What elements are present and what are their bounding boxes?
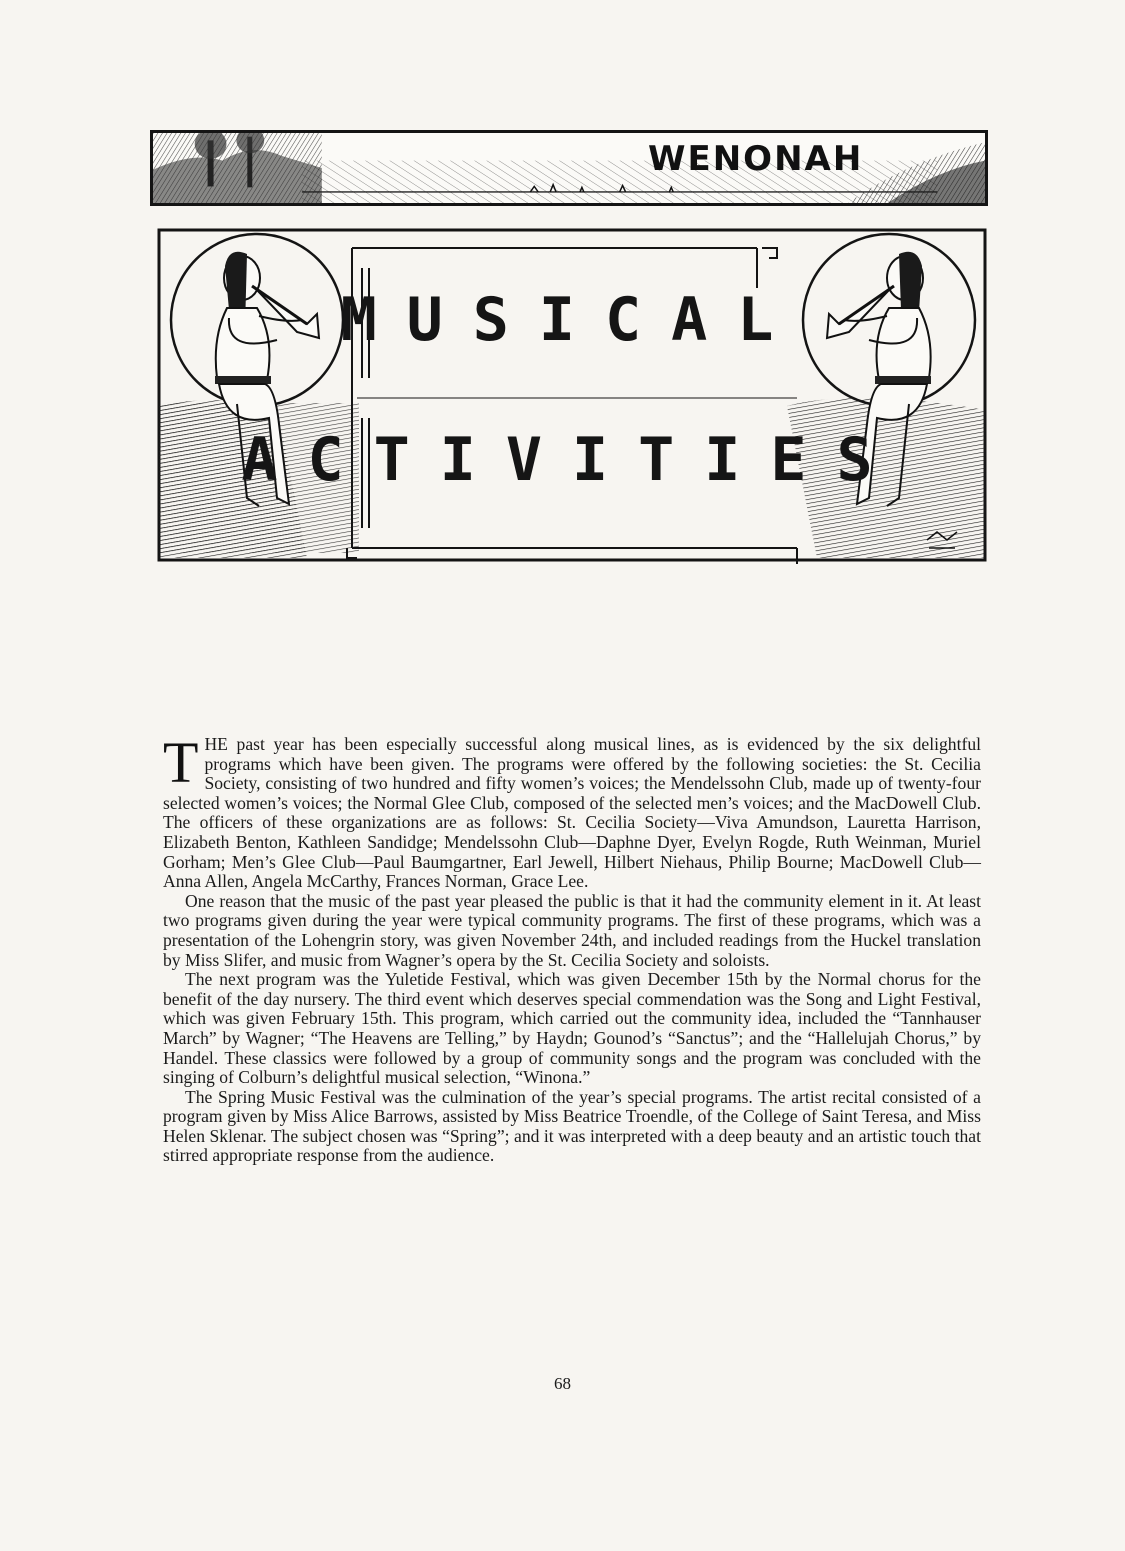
paragraph-4: The Spring Music Festival was the culmination of the year’s special programs. The artist recital consisted of a program given by Miss Alice Barrows, assisted by Miss Beatrice Troendle, of the College of Saint Teresa, and Miss Helen Sklenar. The subject chosen was “Spring”; and it was interpreted with a deep beauty and an artistic touch that stirred appropriate response from the audience. <box>163 1086 981 1166</box>
flute-players-artwork <box>157 228 987 564</box>
left-flute-player-figure <box>159 234 359 558</box>
paragraph-1 <box>163 730 981 892</box>
article-body <box>163 730 981 1166</box>
section-heading-line-2: ACTIVITIES <box>241 425 903 495</box>
running-header-title: WENONAH <box>648 139 864 179</box>
page-number: 68 <box>554 1374 571 1393</box>
paragraph-1-text: HE past year has been especially successful along musical lines, as is evidenced by the six delightful programs which have been given. The programs were offered by the following societies: the St. Cecilia Society, consisting of two hundred and fifty women’s voices; the Mendelssohn Club, made up of twenty-four selected women’s voices; the Normal Glee Club, composed of the selected men’s voices; and the MacDowell Club. The officers of these organizations are as follows: St. Cecilia Society—Viva Amundson, Lauretta Harrison, Elizabeth Benton, Kathleen Sandidge; Mendelssohn Club—Daphne Dyer, Evelyn Rogde, Ruth Weinman, Muriel Gorham; Men’s Glee Club—Paul Baumgartner, Earl Jewell, Hilbert Niehaus, Philip Bourne; MacDowell Club—Anna Allen, Angela McCarthy, Frances Norman, Grace Lee. <box>163 734 981 892</box>
section-heading-line-1: MUSICAL <box>340 285 804 355</box>
heading-illustration <box>157 228 987 564</box>
right-flute-player-figure <box>787 234 985 558</box>
drop-cap: T <box>163 730 199 795</box>
header-banner <box>150 130 988 206</box>
paragraph-2: One reason that the music of the past year pleased the public is that it had the community element in it. At least two programs given during the year were typical community programs. The first of these programs, which was a presentation of the Lohengrin story, was given November 24th, and included readings from the Huckel translation by Miss Slifer, and music from Wagner’s opera by the St. Cecilia Society and soloists. <box>163 890 981 970</box>
paragraph-3: The next program was the Yuletide Festival, which was given December 15th by the Normal chorus for the benefit of the day nursery. The third event which deserves special commendation was the Song and Light Festival, which was given February 15th. This program, which carried out the community idea, included the “Tannhauser March” by Wagner; “The Heavens are Telling,” by Haydn; Gounod’s “Sanctus”; and the “Hallelujah Chorus,” by Handel. These classics were followed by a group of community songs and the program was concluded with the singing of Colburn’s delightful musical selection, “Winona.” <box>163 969 981 1088</box>
